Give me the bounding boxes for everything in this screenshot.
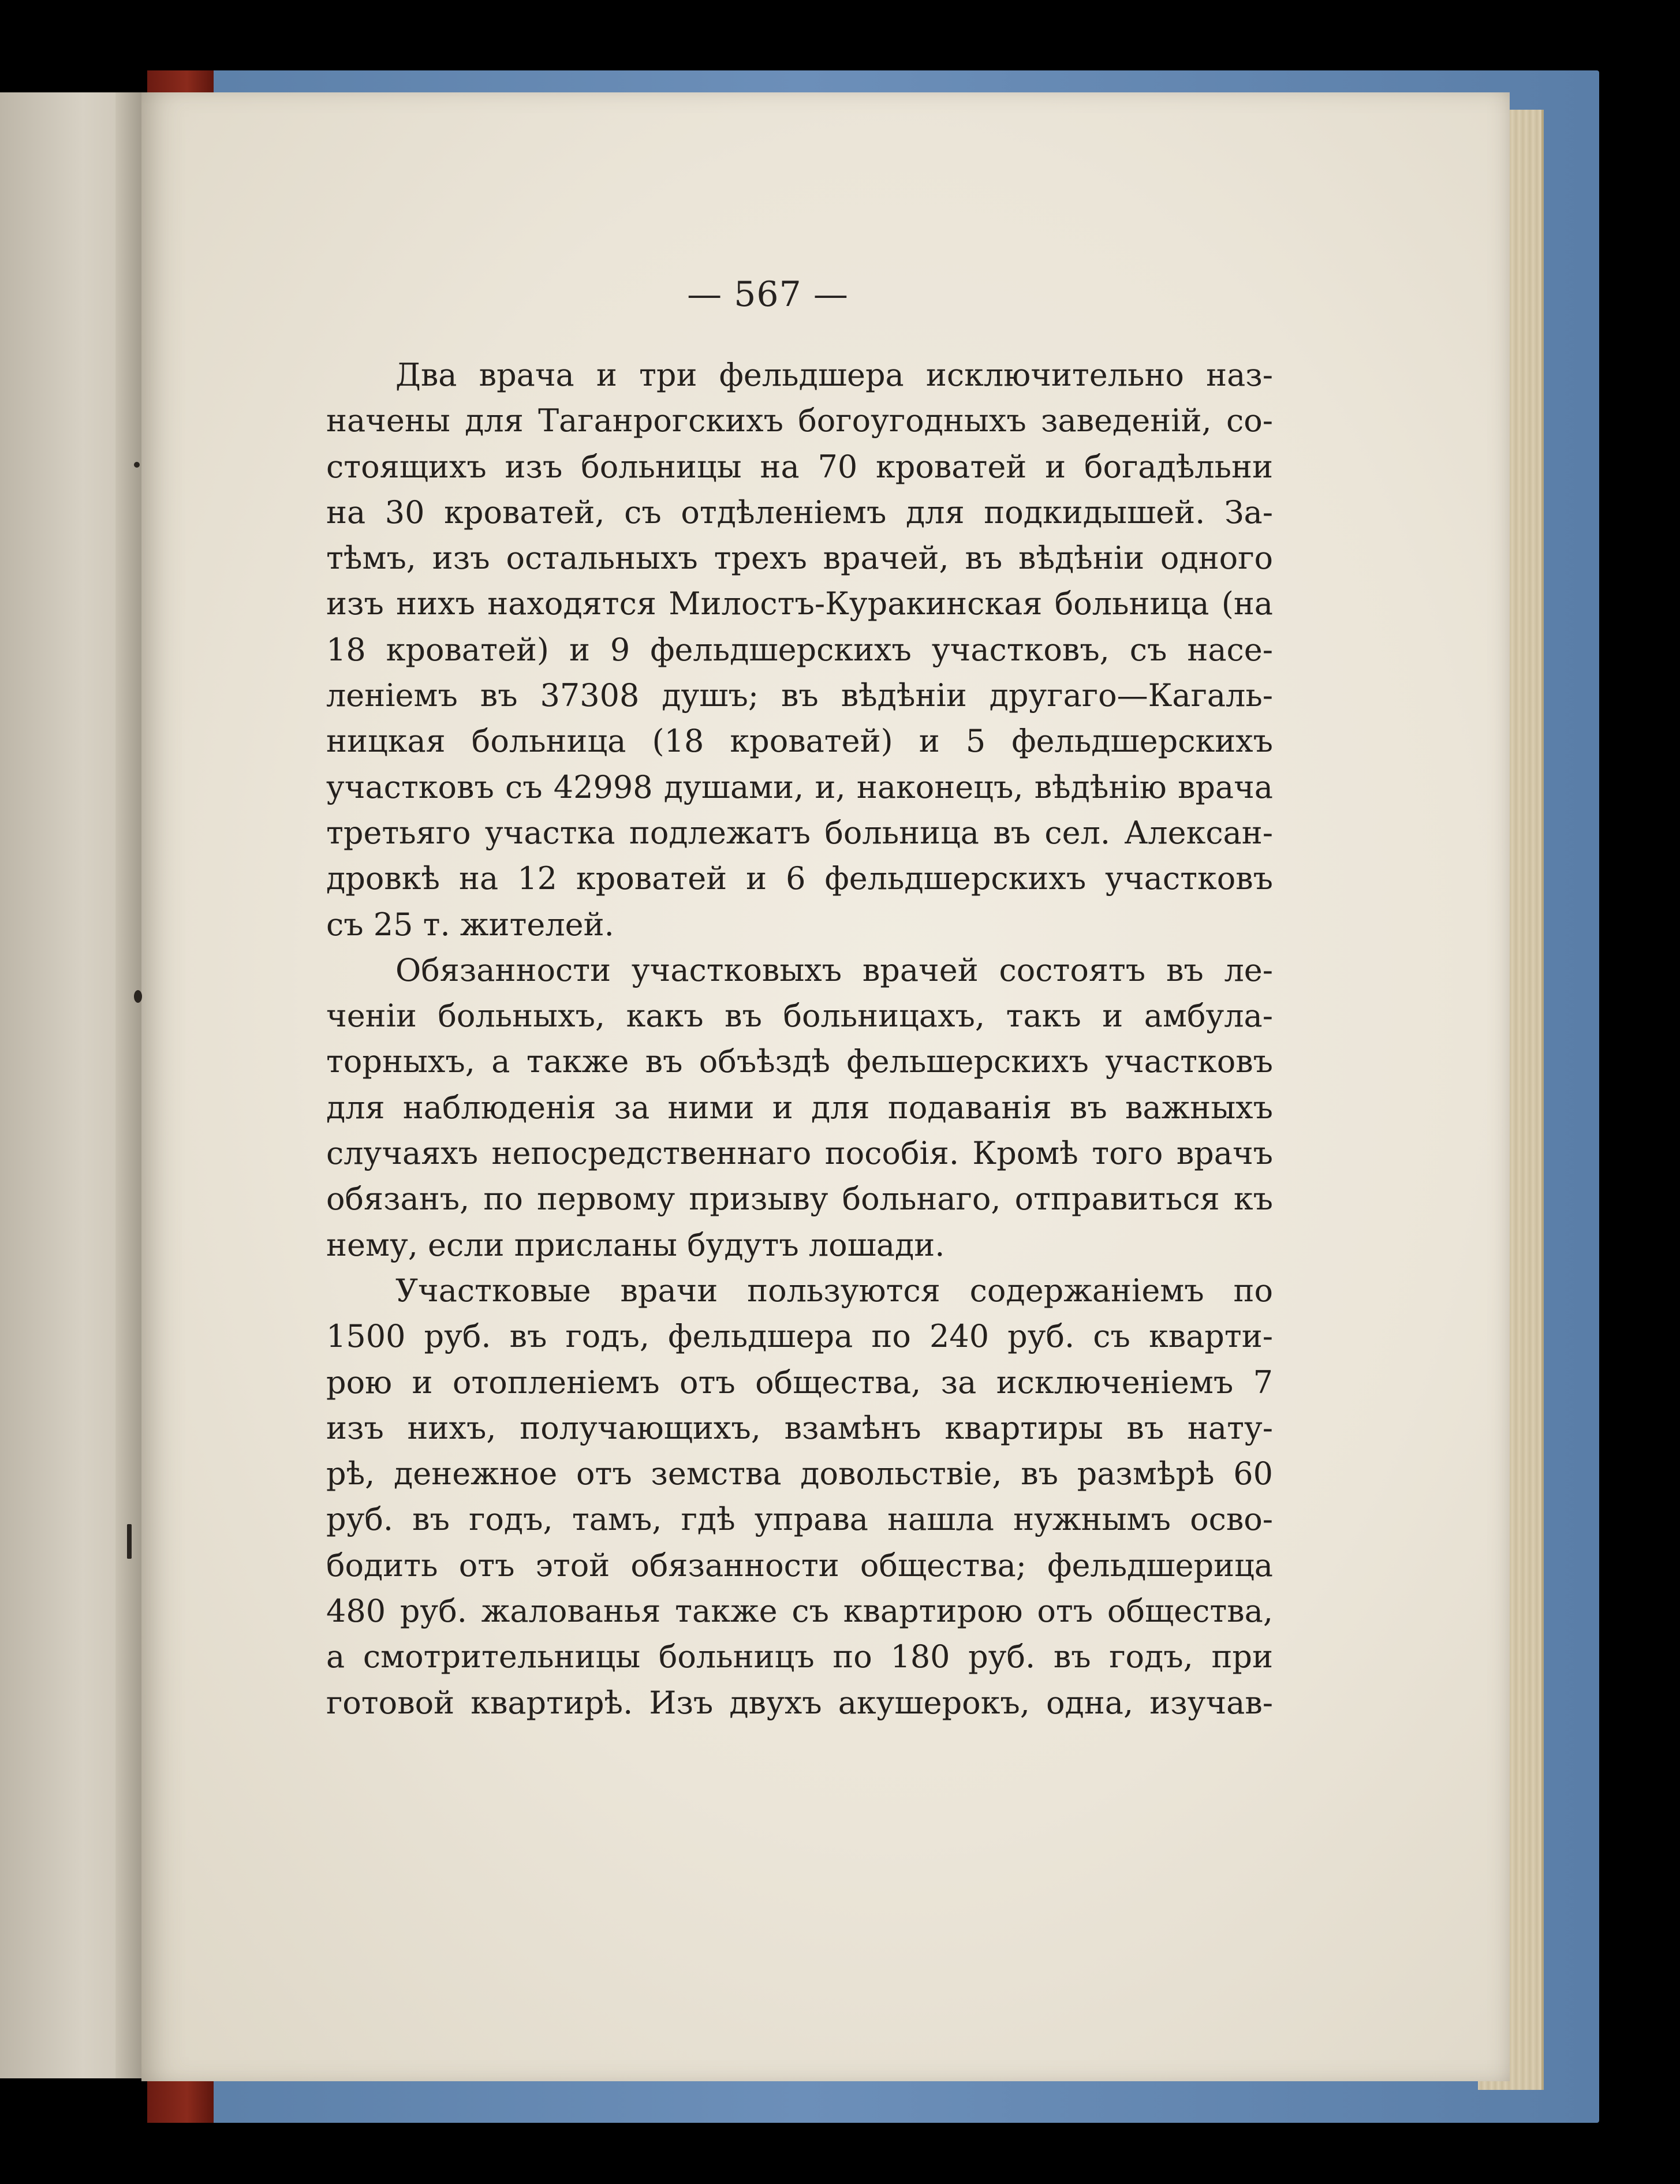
text-line: рою и отопленіемъ отъ общества, за исключеніемъ 7 [326, 1364, 1273, 1401]
text-line: стоящихъ изъ больницы на 70 кроватей и богадѣльни [326, 448, 1273, 485]
text-line: Два врача и три фельдшера исключительно наз- [395, 357, 1273, 393]
paragraph [326, 947, 1273, 1268]
text-line: 1500 руб. въ годъ, фельдшера по 240 руб. съ кварти- [326, 1318, 1273, 1355]
text-line: дровкѣ на 12 кроватей и 6 фельдшерскихъ участковъ [326, 860, 1273, 897]
text-line: 18 кроватей) и 9 фельдшерскихъ участковъ, съ насе- [326, 631, 1273, 668]
text-line: нему, если присланы будутъ лошади. [326, 1226, 945, 1263]
paragraph [326, 1268, 1273, 1726]
text-line: изъ нихъ, получающихъ, взамѣнъ квартиры въ нату- [326, 1409, 1273, 1446]
text-line: участковъ съ 42998 душами, и, наконецъ, вѣдѣнію врача [326, 768, 1273, 805]
text-line: торныхъ, а также въ объѣздѣ фельшерскихъ участковъ [326, 1043, 1273, 1080]
text-line: тѣмъ, изъ остальныхъ трехъ врачей, въ вѣдѣніи одного [326, 540, 1273, 577]
text-line: а смотрительницы больницъ по 180 руб. въ годъ, при [326, 1638, 1273, 1675]
gutter-mark [127, 1524, 132, 1559]
text-line: бодить отъ этой обязанности общества; фельдшерица [326, 1547, 1273, 1584]
gutter-mark [134, 990, 142, 1003]
text-line: обязанъ, по первому призыву больнаго, отправиться къ [326, 1181, 1273, 1218]
text-line: третьяго участка подлежатъ больница въ сел. Алексан- [326, 814, 1273, 851]
text-line: съ 25 т. жителей. [326, 906, 614, 943]
text-line: случаяхъ непосредственнаго пособія. Кромѣ того врачъ [326, 1135, 1273, 1172]
body-text [326, 352, 1273, 1726]
text-line: изъ нихъ находятся Милостъ-Куракинская больница (на [326, 585, 1273, 622]
text-line: рѣ, денежное отъ земства довольствіе, въ размѣрѣ 60 [326, 1455, 1273, 1492]
text-line: готовой квартирѣ. Изъ двухъ акушерокъ, одна, изучав- [326, 1684, 1273, 1721]
text-line: леніемъ въ 37308 душъ; въ вѣдѣніи другаго—Кагаль- [326, 677, 1273, 714]
text-line: Участковые врачи пользуются содержаніемъ по [395, 1272, 1273, 1309]
text-line: руб. въ годъ, тамъ, гдѣ управа нашла нужнымъ осво- [326, 1501, 1273, 1538]
text-line: для наблюденія за ними и для подаванія въ важныхъ [326, 1089, 1273, 1126]
text-line: ницкая больница (18 кроватей) и 5 фельдшерскихъ [326, 723, 1273, 760]
text-line: на 30 кроватей, съ отдѣленіемъ для подкидышей. За- [326, 494, 1273, 531]
text-line: 480 руб. жалованья также съ квартирою отъ общества, [326, 1593, 1273, 1630]
page-number: — 567 — [687, 274, 849, 315]
paragraph [326, 352, 1273, 947]
gutter-mark [134, 462, 140, 468]
text-line: ченіи больныхъ, какъ въ больницахъ, такъ и амбула- [326, 998, 1273, 1035]
text-line: начены для Таганрогскихъ богоугодныхъ заведеній, со- [326, 402, 1273, 439]
text-line: Обязанности участковыхъ врачей состоятъ въ ле- [395, 951, 1273, 988]
